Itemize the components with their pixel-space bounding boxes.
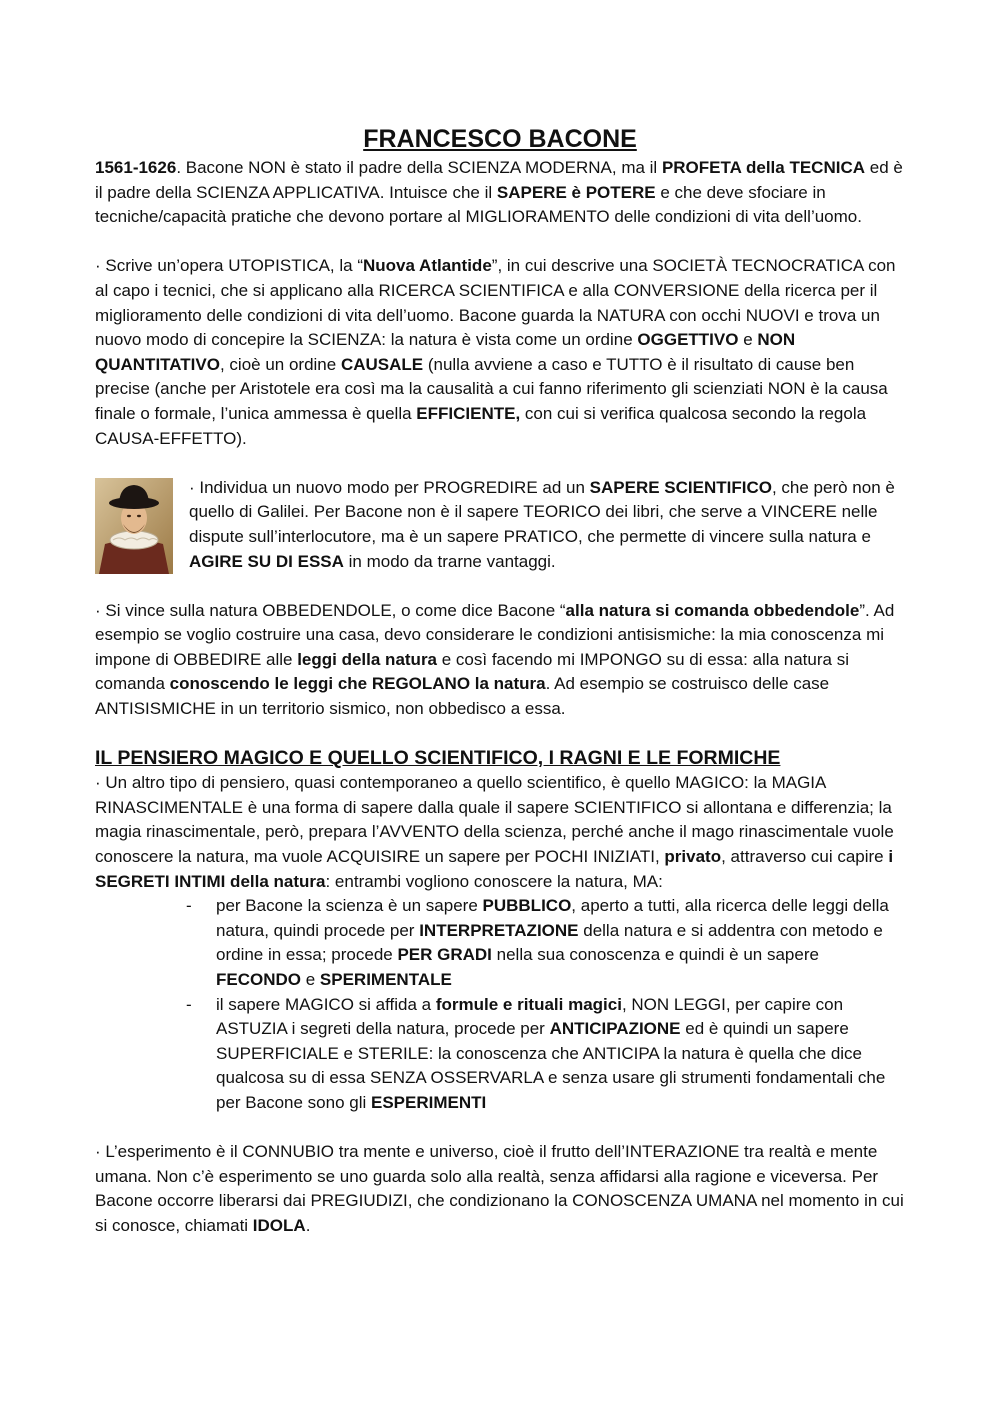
intro-paragraph: 1561-1626. Bacone NON è stato il padre della SCIENZA MODERNA, ma il PROFETA della TECNICA ed è il padre della SCIENZA APPLICATIVA. Intuisce che il SAPERE è POTERE e che deve sfociare in tecniche/capacità pratiche che devono portare al MIGLIORAMENTO delle condizioni di vita dell’uomo. <box>95 158 903 227</box>
bacon-portrait-image <box>95 478 173 574</box>
nuova-atlantide-paragraph: · Scrive un’opera UTOPISTICA, la “Nuova Atlantide”, in cui descrive una SOCIETÀ TECNOCRATICA con al capo i tecnici, che si applicano alla RICERCA SCIENTIFICA e alla CONVERSIONE della ricerca per il miglioramento delle condizioni di vita dell’uomo. Bacone guarda la NATURA con occhi NUOVI e trova un nuovo modo di concepire la SCIENZA: la natura è vista come un ordine OGGETTIVO e NON QUANTITATIVO, cioè un ordine CAUSALE (nulla avviene a caso e TUTTO è il risultato di cause ben precise (anche per Aristotele era così ma la causalità a cui fanno riferimento gli scienziati NON è la causa finale o formale, l’unica ammessa è quella EFFICIENTE, con cui si verifica qualcosa secondo la regola CAUSA-EFFETTO). <box>95 256 896 448</box>
dates-text: 1561-1626 <box>95 158 177 177</box>
pensiero-magico-paragraph: · Un altro tipo di pensiero, quasi contemporaneo a quello scientifico, è quello MAGICO: la MAGIA RINASCIMENTALE è una forma di sapere dalla quale il sapere SCIENTIFICO si allontana e differenzia; la magia rinascimentale, però, prepara l’AVVENTO della scienza, perché anche il mago rinascimentale vuole conoscere la natura, ma vuole ACQUISIRE un sapere per POCHI INIZIATI, privato, attraverso cui capire i SEGRETI INTIMI della natura: entrambi vogliono conoscere la natura, MA: <box>95 773 894 891</box>
spacer <box>95 574 905 599</box>
portrait-illustration <box>95 478 173 574</box>
esperimento-paragraph: · L’esperimento è il CONNUBIO tra mente e universo, cioè il frutto dell’INTERAZIONE tra realtà e mente umana. Non c’è esperimento se uno guarda solo alla realtà, senza affidarsi alla ragione e viceversa. Per Bacone occorre liberarsi dai PREGIUDIZI, che condizionano la CONOSCENZA UMANA nel momento in cui si conosce, chiamati IDOLA. <box>95 1142 904 1235</box>
portrait-paragraph-block <box>95 476 905 574</box>
spacer <box>95 451 905 476</box>
section-heading: IL PENSIERO MAGICO E QUELLO SCIENTIFICO, I RAGNI E LE FORMICHE <box>95 747 781 770</box>
list-item: - per Bacone la scienza è un sapere PUBBLICO, aperto a tutti, alla ricerca delle leggi della natura, quindi procede per INTERPRETAZIONE della natura e si addentra con metodo e ordine in essa; procede PER GRADI nella sua conoscenza e quindi è un sapere FECONDO e SPERIMENTALE <box>186 896 889 989</box>
spacer <box>95 722 905 747</box>
spacer <box>95 1116 905 1141</box>
sapere-scientifico-paragraph: · Individua un nuovo modo per PROGREDIRE ad un SAPERE SCIENTIFICO, che però non è quello di Galilei. Per Bacone non è il sapere TEORICO dei libri, che serve a VINCERE nelle dispute sull’interlocutore, ma è un sapere PRATICO, che permette di vincere sulla natura e AGIRE SU DI ESSA in modo da trarne vantaggi. <box>189 477 895 571</box>
dash-bullet: - <box>186 896 192 916</box>
page-title: FRANCESCO BACONE <box>363 125 637 153</box>
dash-bullet: - <box>186 994 192 1014</box>
obbedendole-paragraph: · Si vince sulla natura OBBEDENDOLE, o come dice Bacone “alla natura si comanda obbedendole”. Ad esempio se voglio costruire una casa, devo considerare le condizioni antisismiche: la mia conoscenza mi impone di OBBEDIRE alle leggi della natura e così facendo mi IMPONGO su di essa: alla natura si comanda conoscendo le leggi che REGOLANO la natura. Ad esempio se costruisco delle case ANTISISMICHE in un territorio sismico, non obbedisco a essa. <box>95 600 895 719</box>
comparison-list <box>95 894 905 1115</box>
list-item: - il sapere MAGICO si affida a formule e rituali magici, NON LEGGI, per capire con ASTUZIA i segreti della natura, procede per ANTICIPAZIONE ed è quindi un sapere SUPERFICIALE e STERILE: la conoscenza che ANTICIPA la natura è quella che dice qualcosa su di essa SENZA OSSERVARLA e senza usare gli strumenti fondamentali che per Bacone sono gli ESPERIMENTI <box>186 994 886 1112</box>
spacer <box>95 230 905 255</box>
